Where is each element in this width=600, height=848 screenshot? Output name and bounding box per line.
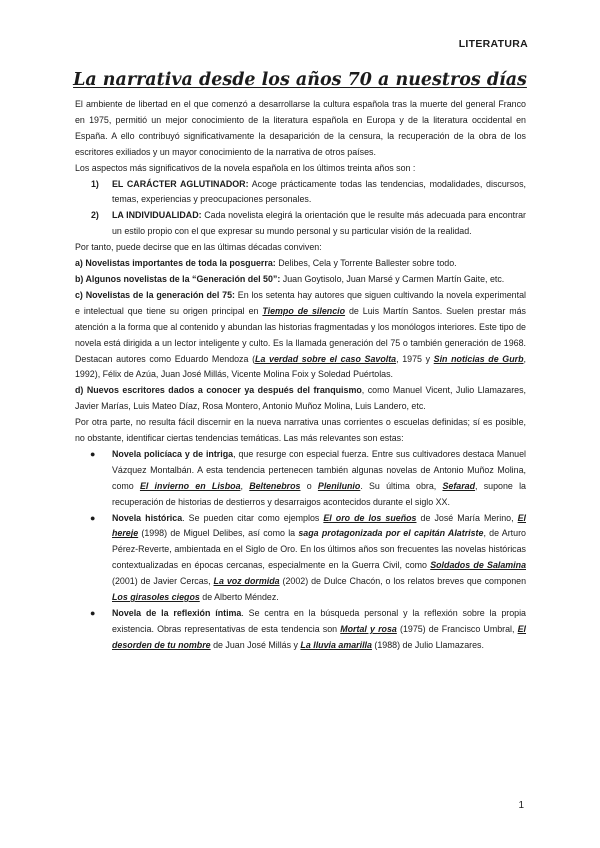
group-a-label: a) Novelistas importantes de toda la posguerra: bbox=[75, 258, 276, 269]
group-c-label: c) Novelistas de la generación del 75: bbox=[75, 289, 235, 300]
intro-paragraph: El ambiente de libertad en el que comenzó a desarrollarse la cultura española tras la muerte del general Franco en 1975, permitió un mejor conocimiento de la literatura española en Europa y de la literatura occidental en España. A ello contribuyó significativamente la desaparición de la censura, la recuperación de la obra de los escritores exiliados y un mayor conocimiento de la narrativa de otros países. bbox=[75, 99, 526, 157]
theme-text: o bbox=[300, 480, 318, 491]
bullet-icon: ● bbox=[90, 608, 96, 618]
theme-label: Novela de la reflexión íntima bbox=[112, 608, 242, 618]
theme-text: (2001) de Javier Cercas, bbox=[112, 576, 214, 587]
aspect-number: 2) bbox=[91, 210, 99, 221]
theme-text: , de Arturo Pérez-Reverte, ambientada en el Siglo de Oro. En los últimos años son frecuentes las novelas históricas contextualizadas en épocas cercanas, especialmente en la Guerra Civil, como bbox=[112, 528, 526, 571]
work-title: Sin noticias de Gurb bbox=[433, 353, 524, 364]
theme-text: de José María Merino, bbox=[416, 512, 518, 523]
theme-text: . Se centra en la búsqueda personal y la reflexión sobre la propia existencia. Obras representativas de esta tendencia son bbox=[112, 608, 526, 634]
document-body bbox=[75, 97, 526, 654]
bullet-icon: ● bbox=[90, 512, 96, 523]
theme-label: Novela histórica bbox=[112, 512, 183, 523]
aspects-lead: Los aspectos más significativos de la novela española en los últimos treinta años son : bbox=[75, 162, 416, 173]
aspect-label: EL CARÁCTER AGLUTINADOR: bbox=[112, 178, 249, 189]
work-title: El oro de los sueños bbox=[323, 512, 417, 523]
theme-label: Novela policíaca y de intriga bbox=[112, 448, 234, 459]
group-c-text: En los setenta hay autores que siguen cultivando la novela experimental e intelectual que tiene su origen principal en bbox=[75, 289, 526, 316]
themes-lead: Por otra parte, no resulta fácil discernir en la nueva narrativa unas corrientes o escuelas definidas; sí es posible, no obstante, identificar ciertas tendencias temáticas. Las más relevantes son estas: bbox=[75, 417, 526, 444]
page-number: 1 bbox=[518, 800, 524, 811]
group-d bbox=[75, 383, 526, 415]
work-title: La voz dormida bbox=[213, 576, 280, 587]
page-title: La narrativa desde los años 70 a nuestros días bbox=[73, 70, 527, 90]
coexist-lead: Por tanto, puede decirse que en las últimas décadas conviven: bbox=[75, 242, 322, 253]
aspect-text: Cada novelista elegirá la orientación que le resulte más adecuada para encontrar un estilo propio con el que expresar su mundo personal y su particular visión de la realidad. bbox=[112, 210, 526, 237]
work-title: Mortal y rosa bbox=[340, 623, 397, 634]
group-d-text: , como Manuel Vicent, Julio Llamazares, Javier Marías, Luis Mateo Díaz, Rosa Montero, Antonio Muñoz Molina, Luis Landero, etc. bbox=[75, 385, 527, 412]
theme-text: (1975) de Francisco Umbral, bbox=[396, 623, 518, 634]
work-title: Sefarad bbox=[442, 480, 476, 491]
work-title: Beltenebros bbox=[249, 480, 301, 491]
group-c-text: , 1975 y bbox=[396, 353, 434, 364]
work-title: saga protagonizada por el capitán Alatriste bbox=[298, 528, 484, 539]
theme-text: de Alberto Méndez. bbox=[199, 592, 279, 603]
aspect-item bbox=[75, 208, 526, 240]
work-title: El invierno en Lisboa bbox=[139, 480, 241, 491]
work-title: Soldados de Salamina bbox=[430, 560, 527, 571]
theme-text: (1998) de Miguel Delibes, así como la bbox=[138, 528, 299, 539]
bullet-icon: ● bbox=[90, 448, 96, 459]
work-title: Plenilunio bbox=[317, 480, 361, 491]
theme-text: , bbox=[240, 480, 250, 491]
theme-text: de Juan José Millás y bbox=[210, 639, 301, 650]
theme-police bbox=[75, 447, 526, 511]
group-a bbox=[75, 256, 526, 272]
theme-text: , que resurge con especial fuerza. Entre sus cultivadores destaca Manuel Vázquez Montalbán. A esta tendencia pertenecen también algunas novelas de Antonio Muñoz Molina, como bbox=[112, 448, 526, 491]
group-c-text: de Luis Martín Santos. Suelen prestar más atención a la forma que al contenido y abundan las historias fragmentadas y los monólogos interiores. Este tipo de novela está dirigida a un lector inteligente y culto. Es la llamada generación del 75 o también generación de 1968. Destacan autores como Eduardo Mendoza ( bbox=[75, 305, 526, 364]
aspects-list bbox=[75, 177, 526, 241]
group-d-label: d) Nuevos escritores dados a conocer ya después del franquismo bbox=[75, 385, 362, 396]
themes-list bbox=[75, 447, 526, 654]
group-b-label: b) Algunos novelistas de la “Generación del 50”: bbox=[75, 273, 281, 284]
aspect-text: Acoge prácticamente todas las tendencias, modalidades, discursos, temas, experiencias y preocupaciones personales. bbox=[112, 178, 526, 205]
group-b bbox=[75, 272, 526, 288]
work-title: La verdad sobre el caso Savolta bbox=[255, 353, 397, 364]
work-title: Los girasoles ciegos bbox=[112, 592, 200, 603]
work-title: El hereje bbox=[112, 512, 527, 539]
theme-text: . Su última obra, bbox=[360, 480, 443, 491]
theme-reflection bbox=[75, 606, 526, 654]
subject-header: LITERATURA bbox=[458, 38, 528, 50]
group-b-text: Juan Goytisolo, Juan Marsé y Carmen Martín Gaite, etc. bbox=[280, 273, 505, 284]
theme-text: (2002) de Dulce Chacón, o los relatos breves que componen bbox=[279, 576, 527, 587]
group-a-text: Delibes, Cela y Torrente Ballester sobre todo. bbox=[275, 258, 457, 269]
work-title: El desorden de tu nombre bbox=[112, 623, 527, 650]
theme-text: (1988) de Julio Llamazares. bbox=[371, 639, 484, 650]
aspect-label: LA INDIVIDUALIDAD: bbox=[112, 210, 202, 221]
group-c-text: , 1992), Félix de Azúa, Juan José Millás, Vicente Molina Foix y Soledad Puértolas. bbox=[75, 353, 526, 380]
theme-text: , supone la recuperación de historias de destierros y desarraigos acontecidos durante el siglo XX. bbox=[112, 480, 526, 507]
theme-historical bbox=[75, 511, 526, 606]
theme-text: . Se pueden citar como ejemplos bbox=[182, 512, 324, 523]
group-c bbox=[75, 288, 526, 383]
aspect-item bbox=[75, 177, 526, 209]
aspect-number: 1) bbox=[91, 178, 99, 189]
work-title: La lluvia amarilla bbox=[300, 639, 372, 650]
work-title: Tiempo de silencio bbox=[262, 305, 346, 316]
